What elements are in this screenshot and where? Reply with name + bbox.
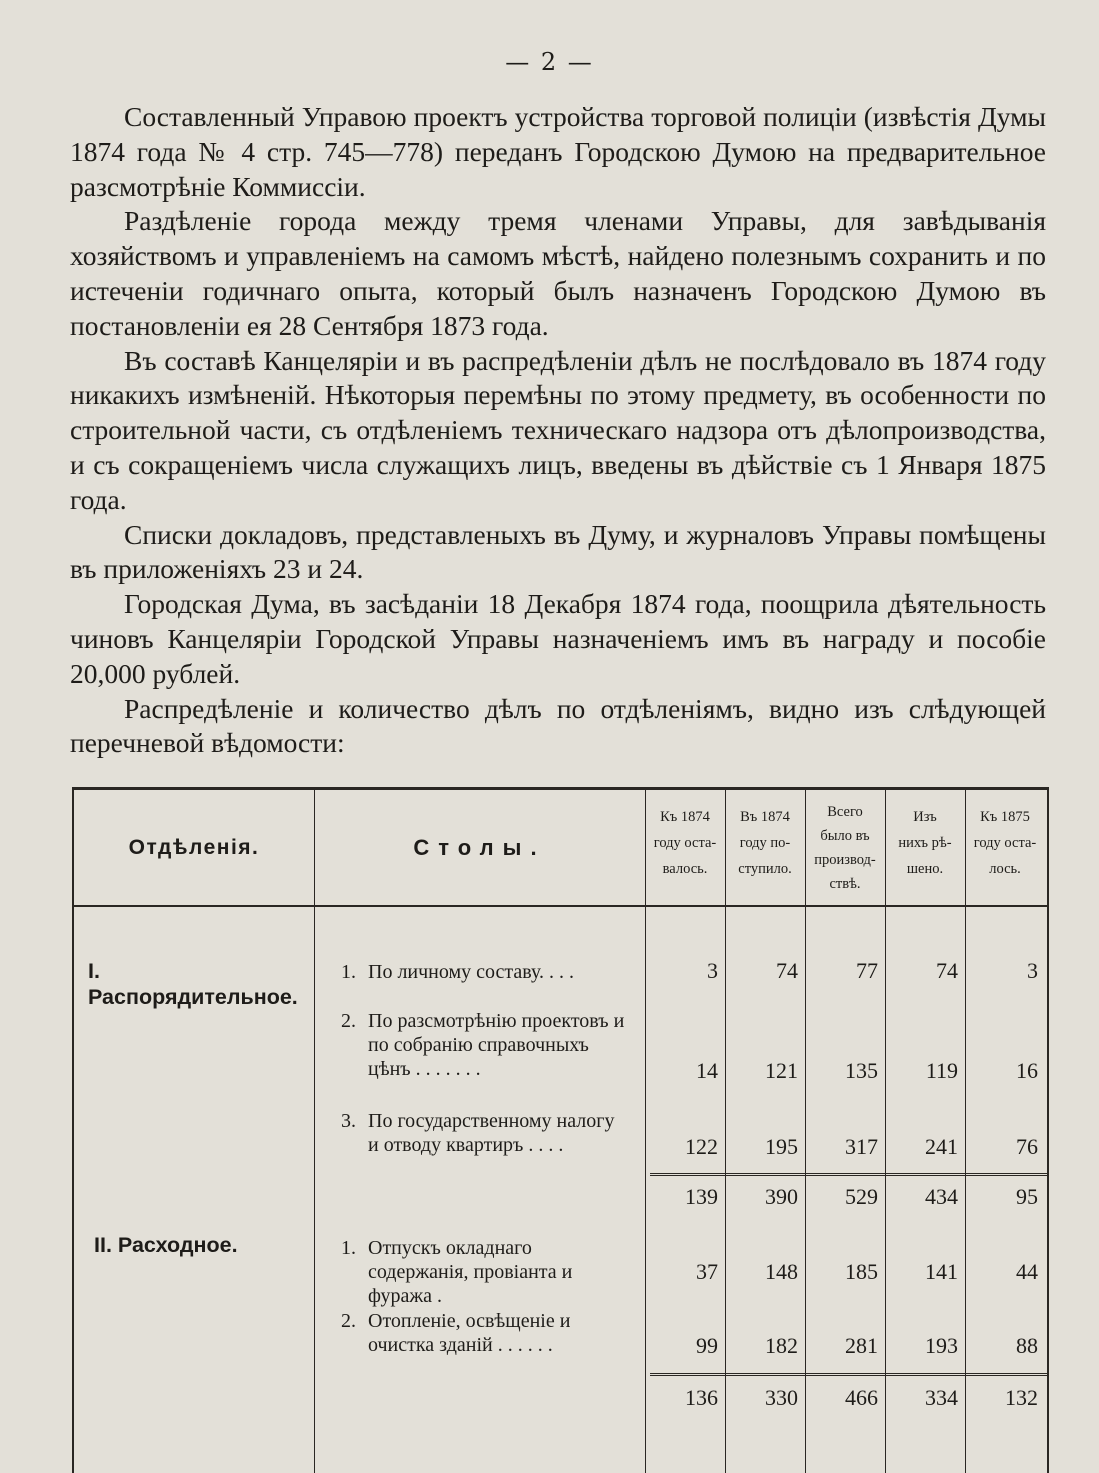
cell-resolved: 193 <box>925 1333 958 1358</box>
item-number: 3. <box>341 1110 356 1132</box>
header-divider <box>74 905 1047 907</box>
header-col-5 <box>965 804 1045 882</box>
header-col-3 <box>805 800 885 896</box>
item-number: 1. <box>341 961 356 983</box>
subtotal-cell: 466 <box>845 1385 878 1410</box>
department-name: I. Распорядительное. <box>88 959 298 1009</box>
cell-remaining-1874: 99 <box>696 1333 718 1358</box>
cell-remaining-1875: 3 <box>1027 958 1038 983</box>
header-col-5-line: лось. <box>989 861 1021 877</box>
paragraph-5: Городская Дума, въ засѣданіи 18 Декабря 1874 года, поощрила дѣятельность чиновъ Канцеляріи Городской Управы назначеніемъ имъ въ награду и пособіе 20,000 рублей. <box>70 588 1046 689</box>
header-col-2-line: Въ 1874 <box>740 809 790 825</box>
cell-remaining-1875: 16 <box>1016 1058 1038 1083</box>
cell-total: 281 <box>845 1333 878 1358</box>
cell-remaining-1874: 37 <box>696 1259 718 1284</box>
subtotal-cell: 529 <box>845 1184 878 1209</box>
col-divider <box>885 790 886 1473</box>
cell-resolved: 141 <box>925 1259 958 1284</box>
paragraph-6: Распредѣленіе и количество дѣлъ по отдѣленіямъ, видно изъ слѣдующей перечневой вѣдомости: <box>70 692 1046 759</box>
cell-received-1874: 121 <box>765 1058 798 1083</box>
header-col-3-line: ствѣ. <box>829 876 861 892</box>
header-departments: Отдѣленія. <box>128 835 260 859</box>
header-col-4-line: шено. <box>906 861 944 877</box>
body-text <box>70 100 1046 761</box>
subtotal-cell: 136 <box>685 1385 718 1410</box>
paragraph-2: Раздѣленіе города между тремя членами Управы, для завѣдыванія хозяйствомъ и управленіемъ на самомъ мѣстѣ, найдено полезнымъ сохранить и по истеченіи годичнаго опыта, который былъ назначенъ Городскою Думою въ постановленіи ея 28 Сентября 1873 года. <box>70 205 1046 341</box>
header-col-4-line: Изъ <box>913 809 937 825</box>
cell-remaining-1875: 88 <box>1016 1333 1038 1358</box>
subtotal-cell: 139 <box>685 1184 718 1209</box>
col-divider <box>965 790 966 1473</box>
header-col-2-line: году по- <box>739 835 791 851</box>
cell-remaining-1874: 3 <box>707 958 718 983</box>
header-col-1-line: Къ 1874 <box>660 809 710 825</box>
page-number: — 2 — <box>505 48 594 76</box>
cell-received-1874: 182 <box>765 1333 798 1358</box>
item-number: 2. <box>341 1310 356 1332</box>
header-col-1 <box>645 804 725 882</box>
cell-total: 77 <box>856 958 878 983</box>
cell-total: 185 <box>845 1259 878 1284</box>
header-col-5-line: году оста- <box>973 835 1037 851</box>
header-col-3-line: производ- <box>814 852 876 868</box>
item-text: По государственному налогу и отводу квартиръ . . . . <box>368 1110 615 1156</box>
header-desks: Столы. <box>413 834 546 860</box>
paragraph-1: Составленный Управою проектъ устройства торговой полиціи (извѣстія Думы 1874 года № 4 стр. 745—778) переданъ Городскою Думою на предварительное разсмотрѣніе Коммиссіи. <box>70 101 1046 202</box>
cell-resolved: 241 <box>925 1134 958 1159</box>
subtotal-rule <box>650 1373 1047 1378</box>
cell-resolved: 119 <box>925 1058 958 1083</box>
item-text: По разсмотрѣнію проектовъ и по собранію справочныхъ цѣнъ . . . . . . . <box>368 1010 625 1080</box>
header-col-4 <box>885 804 965 882</box>
cell-remaining-1875: 44 <box>1016 1259 1038 1284</box>
cell-total: 317 <box>845 1134 878 1159</box>
header-col-1-line: году оста- <box>653 835 717 851</box>
cell-resolved: 74 <box>936 958 958 983</box>
item-text: Отпускъ окладнаго содержанія, провіанта и фуража . <box>368 1237 573 1307</box>
subtotal-cell: 330 <box>765 1385 798 1410</box>
item-text: Отопленіе, освѣщеніе и очистка зданій . . . . . . <box>368 1310 571 1356</box>
header-col-5-line: Къ 1875 <box>980 809 1030 825</box>
col-divider <box>645 790 646 1473</box>
cell-remaining-1874: 122 <box>685 1134 718 1159</box>
subtotal-cell: 95 <box>1016 1184 1038 1209</box>
subtotal-cell: 334 <box>925 1385 958 1410</box>
header-col-2 <box>725 804 805 882</box>
header-col-1-line: валось. <box>662 861 708 877</box>
item-text: По личному составу. . . . <box>368 961 575 983</box>
header-col-3-line: было въ <box>820 828 870 844</box>
col-divider <box>725 790 726 1473</box>
cell-received-1874: 195 <box>765 1134 798 1159</box>
subtotal-cell: 390 <box>765 1184 798 1209</box>
header-col-4-line: нихъ рѣ- <box>898 835 952 851</box>
item-number: 1. <box>341 1237 356 1259</box>
department-name: II. Расходное. <box>94 1233 238 1257</box>
cell-received-1874: 148 <box>765 1259 798 1284</box>
item-number: 2. <box>341 1010 356 1032</box>
paragraph-3: Въ составѣ Канцеляріи и въ распредѣленіи дѣлъ не послѣдовало въ 1874 году никакихъ измѣненій. Нѣкоторыя перемѣны по этому предмету, въ особенности по строительной части, съ отдѣленіемъ техническаго надзора отъ дѣлопроизводства, и съ сокращеніемъ числа служащихъ лицъ, введены въ дѣйствіе съ 1 Января 1875 года. <box>70 344 1046 515</box>
paragraph-4: Списки докладовъ, представленыхъ въ Думу, и журналовъ Управы помѣщены въ приложеніяхъ 23 и 24. <box>70 518 1046 585</box>
cell-received-1874: 74 <box>776 958 798 983</box>
cell-remaining-1875: 76 <box>1016 1134 1038 1159</box>
cell-total: 135 <box>845 1058 878 1083</box>
cell-remaining-1874: 14 <box>696 1058 718 1083</box>
header-col-2-line: ступило. <box>738 861 792 877</box>
cases-table <box>72 787 1049 1473</box>
subtotal-cell: 434 <box>925 1184 958 1209</box>
header-col-3-line: Всего <box>827 804 863 820</box>
subtotal-rule <box>650 1173 1047 1178</box>
subtotal-cell: 132 <box>1005 1385 1038 1410</box>
